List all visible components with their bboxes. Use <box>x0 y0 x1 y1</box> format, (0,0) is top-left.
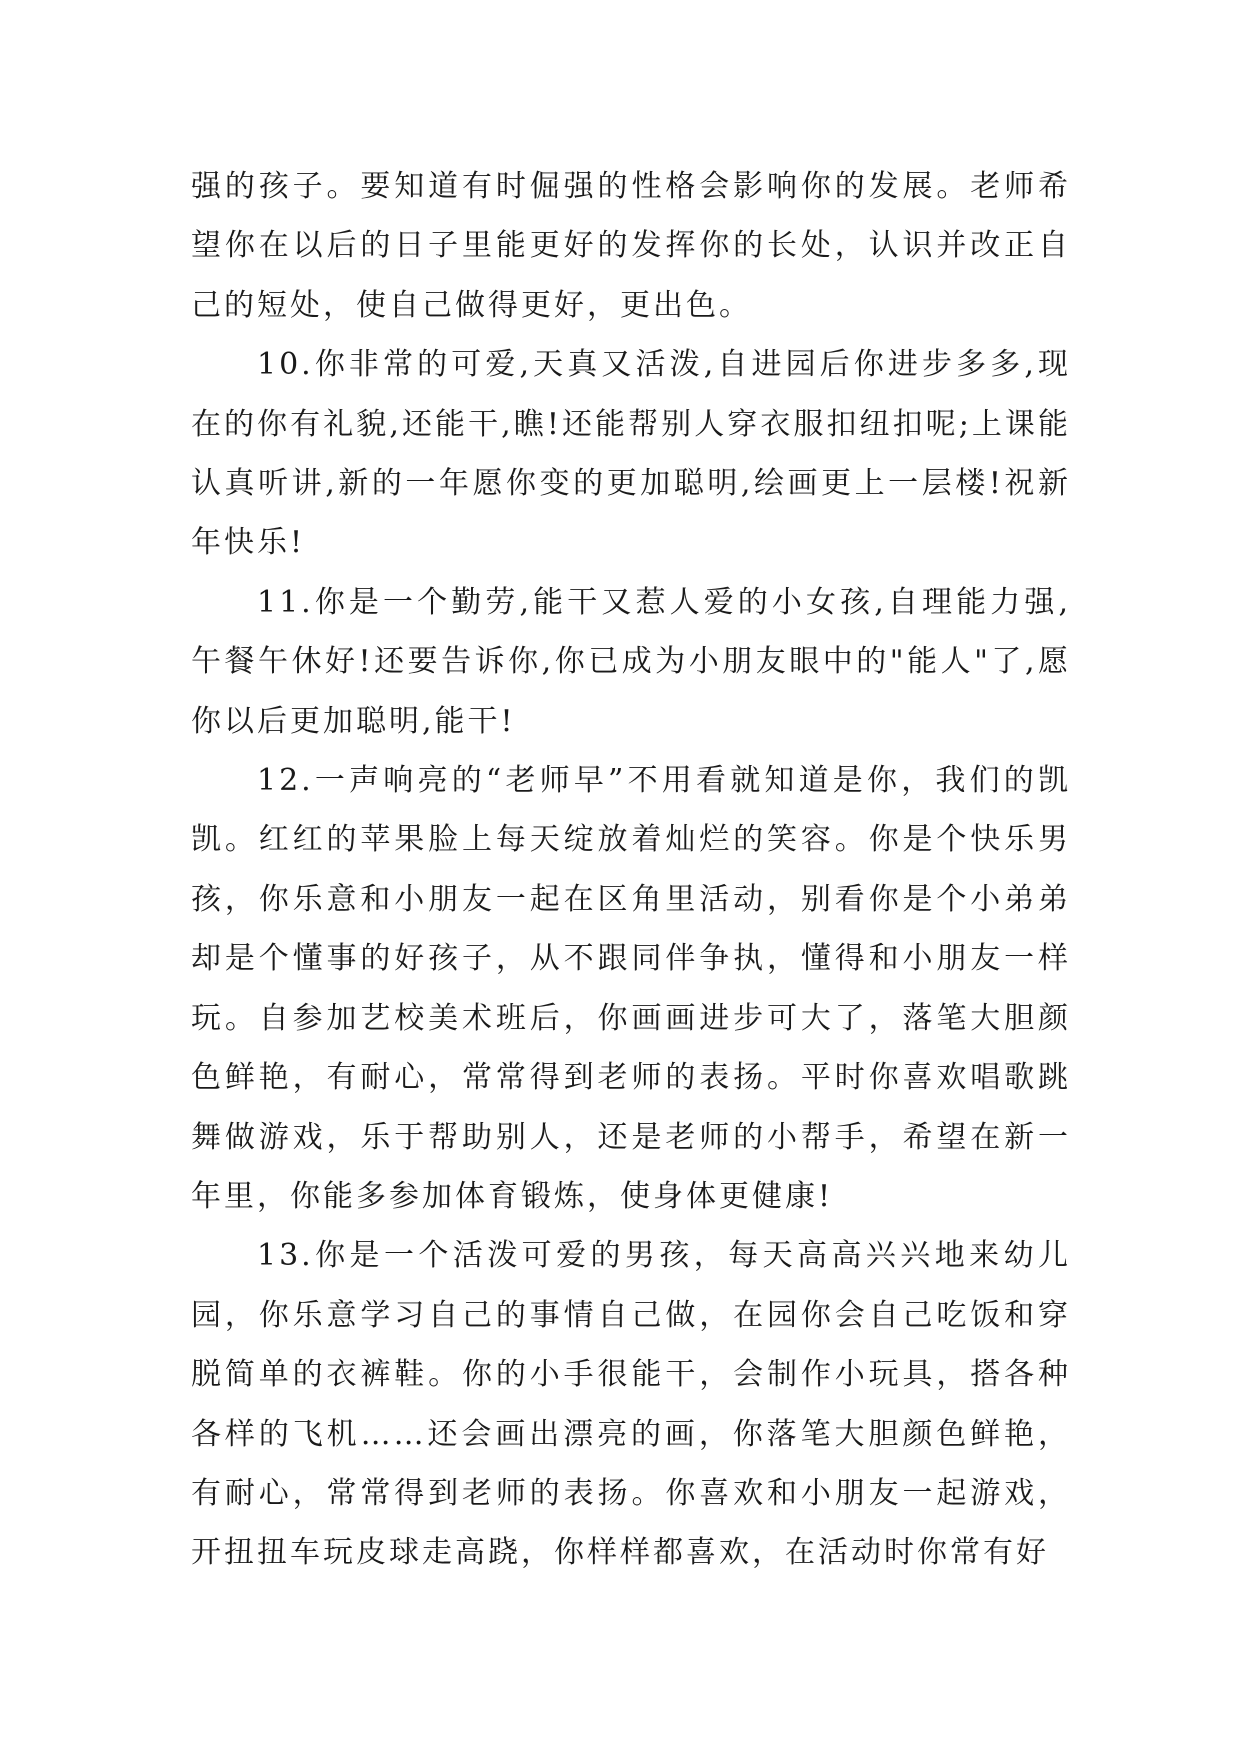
paragraph-item-11: 11.你是一个勤劳,能干又惹人爱的小女孩,自理能力强,午餐午休好!还要告诉你,你已成为小朋友眼中的"能人"了,愿你以后更加聪明,能干! <box>191 584 1071 739</box>
paragraph-continuation: 强的孩子。要知道有时倔强的性格会影响你的发展。老师希望你在以后的日子里能更好的发挥你的长处，认识并改正自己的短处，使自己做得更好，更出色。 <box>191 169 1071 323</box>
paragraph-item-13: 13.你是一个活泼可爱的男孩，每天高高兴兴地来幼儿园，你乐意学习自己的事情自己做，在园你会自己吃饭和穿脱简单的衣裤鞋。你的小手很能干，会制作小玩具，搭各种各样的飞机……还会画出漂亮的画，你落笔大胆颜色鲜艳，有耐心，常常得到老师的表扬。你喜欢和小朋友一起游戏，开扭扭车玩皮球走高跷，你样样都喜欢，在活动时你常有好 <box>191 1238 1071 1571</box>
paragraph-item-12: 12.一声响亮的“老师早”不用看就知道是你，我们的凯凯。红红的苹果脸上每天绽放着灿烂的笑容。你是个快乐男孩，你乐意和小朋友一起在区角里活动，别看你是个小弟弟却是个懂事的好孩子，从不跟同伴争执，懂得和小朋友一样玩。自参加艺校美术班后，你画画进步可大了，落笔大胆颜色鲜艳，有耐心，常常得到老师的表扬。平时你喜欢唱歌跳舞做游戏，乐于帮助别人，还是老师的小帮手，希望在新一年里，你能多参加体育锻炼，使身体更健康! <box>191 763 1071 1214</box>
document-body <box>191 157 1071 1583</box>
paragraph-item-10: 10.你非常的可爱,天真又活泼,自进园后你进步多多,现在的你有礼貌,还能干,瞧!还能帮别人穿衣服扣纽扣呢;上课能认真听讲,新的一年愿你变的更加聪明,绘画更上一层楼!祝新年快乐! <box>191 347 1071 561</box>
